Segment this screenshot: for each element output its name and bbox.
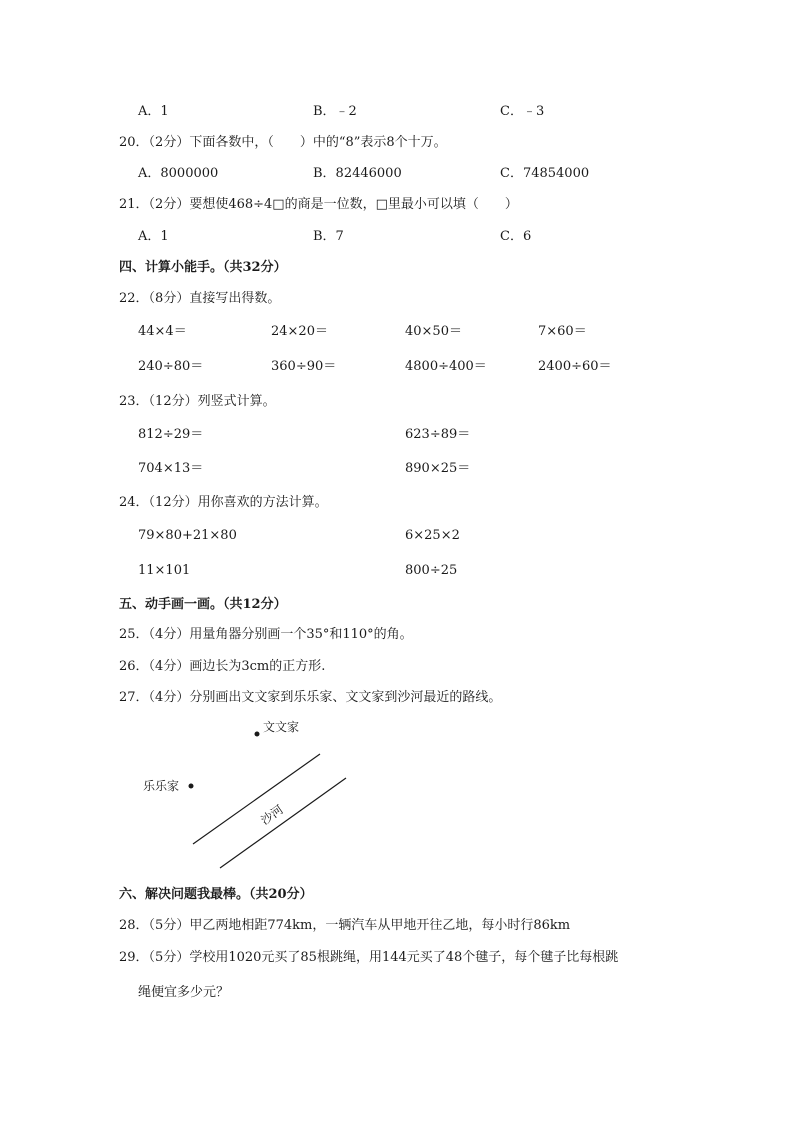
lele-home-dot xyxy=(189,784,194,789)
section6-heading: 六、解决问题我最棒。（共20分） xyxy=(119,887,313,902)
q22-item: 40×50＝ xyxy=(405,324,462,339)
q19-option-c: C．﹣3 xyxy=(500,104,545,119)
q20-option-b: B．82446000 xyxy=(313,166,402,181)
q27-stem: 27．（4分）分别画出文文家到乐乐家、文文家到沙河最近的路线。 xyxy=(119,690,502,705)
q21-option-a: A．1 xyxy=(138,229,169,244)
q19-option-a: A．1 xyxy=(138,104,169,119)
q22-item: 4800÷400＝ xyxy=(405,359,487,374)
q23-item: 623÷89＝ xyxy=(405,427,471,442)
section5-heading: 五、动手画一画。（共12分） xyxy=(119,597,287,612)
q22-item: 2400÷60＝ xyxy=(538,359,612,374)
q26-stem: 26．（4分）画边长为3cm的正方形. xyxy=(119,659,326,674)
q22-item: 24×20＝ xyxy=(271,324,328,339)
q21-option-b: B．7 xyxy=(313,229,344,244)
q24-stem: 24．（12分）用你喜欢的方法计算。 xyxy=(119,495,328,510)
q21-option-c: C．6 xyxy=(500,229,532,244)
q24-item: 6×25×2 xyxy=(405,528,460,543)
q23-item: 704×13＝ xyxy=(138,461,204,476)
river-bank-lower xyxy=(220,778,346,868)
q27-diagram xyxy=(136,716,350,874)
q25-stem: 25．（4分）用量角器分别画一个35°和110°的角。 xyxy=(119,627,413,642)
q23-item: 890×25＝ xyxy=(405,461,471,476)
q28-stem: 28．（5分）甲乙两地相距774km，一辆汽车从甲地开往乙地，每小时行86km xyxy=(119,918,571,933)
q21-stem: 21．（2分）要想使468÷4□的商是一位数，□里最小可以填（ ） xyxy=(119,197,518,212)
q22-stem: 22．（8分）直接写出得数。 xyxy=(119,291,281,306)
wenwen-home-label: 文文家 xyxy=(263,720,300,734)
q19-option-b: B．﹣2 xyxy=(313,104,357,119)
wenwen-home-dot xyxy=(255,732,260,737)
q24-item: 11×101 xyxy=(138,563,191,578)
q22-item: 360÷90＝ xyxy=(271,359,337,374)
q22-item: 7×60＝ xyxy=(538,324,587,339)
lele-home-label: 乐乐家 xyxy=(143,779,180,793)
river-label: 沙河 xyxy=(258,802,286,828)
q22-item: 240÷80＝ xyxy=(138,359,204,374)
q29-stem-line1: 29．（5分）学校用1020元买了85根跳绳，用144元买了48个毽子，每个毽子比每根跳 xyxy=(119,950,619,965)
q29-stem-line2: 绳便宜多少元？ xyxy=(138,985,230,1000)
q22-item: 44×4＝ xyxy=(138,324,187,339)
q20-option-c: C．74854000 xyxy=(500,166,590,181)
q24-item: 79×80+21×80 xyxy=(138,528,237,543)
q24-item: 800÷25 xyxy=(405,563,458,578)
q23-stem: 23．（12分）列竖式计算。 xyxy=(119,394,276,409)
q20-option-a: A．8000000 xyxy=(138,166,219,181)
section4-heading: 四、计算小能手。（共32分） xyxy=(119,260,287,275)
q23-item: 812÷29＝ xyxy=(138,427,204,442)
river-bank-upper xyxy=(193,754,320,844)
q20-stem: 20．（2分）下面各数中，（ ）中的“8”表示8个十万。 xyxy=(119,135,447,150)
